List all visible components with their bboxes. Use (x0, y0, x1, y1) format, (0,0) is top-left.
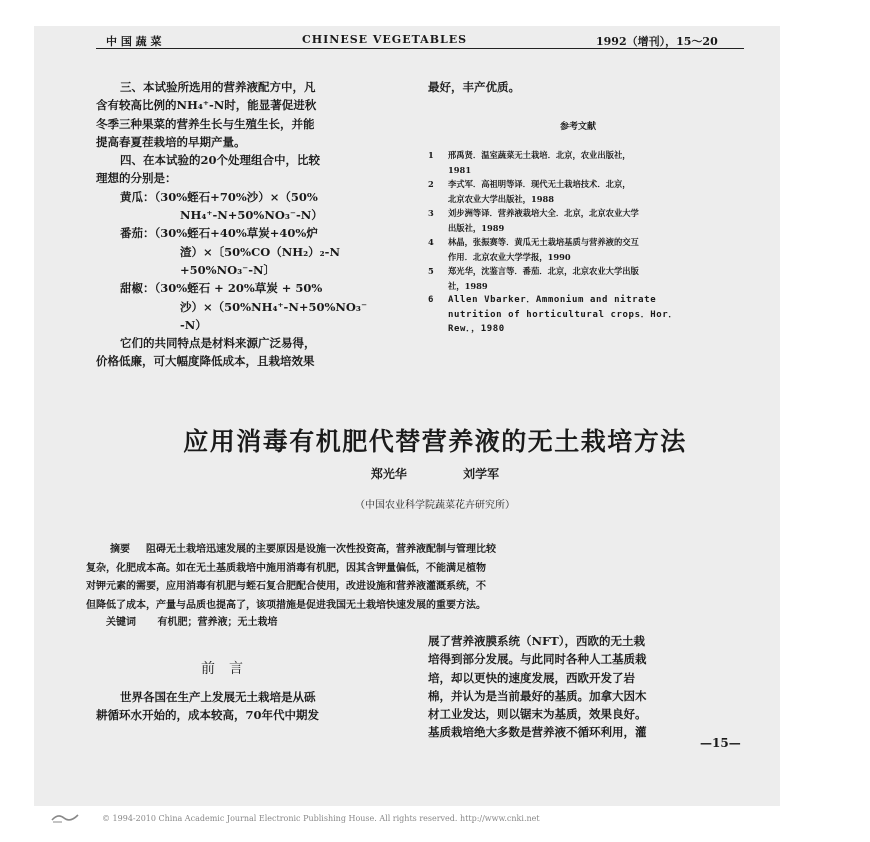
paragraph-line: 培，却以更快的速度发展，西欧开发了岩 (428, 670, 635, 685)
formula-line: 番茄：（30%蛭石+40%草炭+40%炉 (120, 226, 318, 241)
paragraph-line: 含有较高比例的NH₄⁺-N时，能显著促进秋 (96, 98, 317, 113)
paragraph-line: 世界各国在生产上发展无土栽培是从砾 (120, 690, 316, 704)
left-column-top (96, 78, 367, 371)
references-title: 参考文献 (560, 122, 597, 132)
reference-item (428, 148, 758, 177)
abstract (86, 541, 756, 615)
paragraph-line: 三、本试验所选用的营养液配方中，凡 (120, 80, 316, 94)
paragraph-line: 基质栽培绝大多数是营养液不循环利用，灌 (428, 725, 647, 740)
issue-info: 1992（增刊），15～20 (596, 35, 718, 48)
abstract-text: 阻碍无土栽培迅速发展的主要原因是设施一次性投资高，营养液配制与管理比较 复杂，化肥成本高。如在无土基质栽培中施用消毒有机肥，因其含钾量偏低，不能满足植物 对钾元素的需要，应用消毒有机肥与蛭石复合肥配合使用，改进设施和营养液灌溉系统，不 但降低了成本，产量与品质也提高了，该项措施是促进我国无土栽培快速发展的重要方法。 (86, 544, 496, 611)
paragraph-line: 材工业发达，则以锯末为基质，效果良好。 (428, 707, 647, 722)
keywords-text: 有机肥；营养液；无土栽培 (157, 617, 278, 628)
journal-name-en: CHINESE VEGETABLES (302, 33, 468, 46)
formula-line: NH₄⁺-N+50%NO₃⁻-N） (180, 208, 323, 223)
page-number: —15— (700, 736, 741, 750)
formula-line: +50%NO₃⁻-N〕 (180, 262, 275, 277)
copyright-text: © 1994-2010 China Academic Journal Electronic Publishing House. All rights reserved. http://www.cnki.net (102, 813, 540, 823)
references-list (428, 148, 758, 337)
paragraph-line: 它们的共同特点是材料来源广泛易得， (120, 336, 316, 351)
reference-text: 李式军．高祖明等译．现代无土栽培技术．北京， 北京农业大学出版社，1988 (448, 179, 631, 204)
affiliation: （中国农业科学院蔬菜花卉研究所） (355, 500, 515, 511)
journal-name-cn: 中 国 蔬 菜 (106, 35, 162, 48)
authors (0, 465, 870, 482)
reference-number: 2 (428, 179, 434, 189)
paragraph-line: 冬季三种果菜的营养生长与生殖生长，并能 (96, 116, 315, 131)
reference-text: 邢禹贤．温室蔬菜无土栽培．北京，农业出版社， 1981 (448, 150, 631, 175)
header-rule (96, 48, 744, 49)
formula-line: -N） (180, 317, 207, 332)
paragraph-line: 棉，并认为是当前最好的基质。加拿大因木 (428, 688, 647, 703)
formula-line: 沙）×（50%NH₄⁺-N+50%NO₃⁻ (180, 299, 368, 314)
reference-text: 刘步洲等译．营养液栽培大全．北京，北京农业大学 出版社，1989 (448, 208, 639, 233)
paragraph-line: 培得到部分发展。与此同时各种人工基质栽 (428, 652, 647, 667)
article-title: 应用消毒有机肥代替营养液的无土栽培方法 (183, 427, 687, 456)
reference-number: 5 (428, 266, 434, 276)
cnki-logo-icon (50, 812, 80, 824)
keywords (106, 613, 277, 628)
reference-number: 4 (428, 237, 434, 247)
reference-text: 郑光华，沈鉴言等．番茄．北京，北京农业大学出版 社，1989 (448, 266, 639, 291)
reference-number: 1 (428, 150, 434, 160)
reference-text: 林晶，张振赛等．黄瓜无土栽培基质与营养液的交互 作用．北京农业大学学报，1990 (448, 237, 639, 262)
reference-item (428, 177, 758, 206)
reference-item (428, 206, 758, 235)
copyright-footer (50, 812, 540, 824)
abstract-label: 摘要 (110, 544, 130, 555)
section-heading-preface: 前言 (201, 661, 257, 677)
reference-number: 6 (428, 295, 435, 305)
right-column-top: 最好，丰产优质。 (428, 80, 520, 94)
paragraph-line: 提高春夏茬栽培的早期产量。 (96, 134, 246, 149)
keywords-label: 关键词 (106, 617, 136, 628)
reference-text: Allen Vbarker．Ammonium and nitrate nutrition of horticultural crops．Hor． Rew．，1980 (448, 295, 678, 334)
formula-line: 甜椒：（30%蛭石 + 20%草炭 + 50% (120, 281, 323, 296)
author-name: 郑光华 (370, 467, 407, 481)
paragraph-line: 耕循环水开始的，成本较高，70年代中期发 (96, 708, 320, 723)
paragraph-line: 理想的分别是： (96, 171, 177, 186)
paragraph-line: 四、在本试验的20个处理组合中，比较 (120, 153, 321, 168)
intro-left-column (96, 688, 319, 725)
intro-right-column (428, 632, 647, 742)
formula-line: 黄瓜：（30%蛭石+70%沙）×（50% (120, 189, 318, 204)
reference-item (428, 293, 758, 337)
formula-line: 渣）×〔50%CO（NH₂）₂-N (180, 244, 340, 259)
reference-item (428, 235, 758, 264)
author-name: 刘学军 (463, 467, 500, 481)
reference-number: 3 (428, 208, 434, 218)
paragraph-line: 价格低廉，可大幅度降低成本，且栽培效果 (96, 354, 315, 369)
paragraph-line: 展了营养液膜系统（NFT），西欧的无土栽 (428, 634, 645, 648)
reference-item (428, 264, 758, 293)
